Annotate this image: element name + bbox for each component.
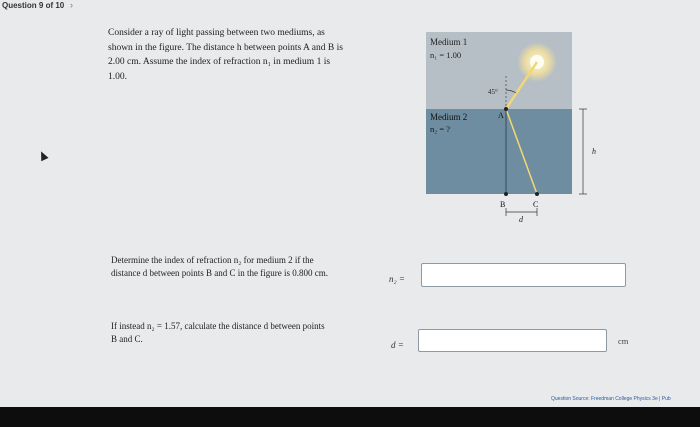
bottom-bar [0, 407, 700, 427]
part-1-line-2: distance d between points B and C in the figure is 0.800 cm. [111, 268, 328, 278]
point-c-label: C [533, 200, 539, 209]
medium-1-index: n₁ = 1.00 [430, 50, 462, 60]
d-label: d [519, 215, 523, 223]
point-a-label: A [498, 111, 504, 120]
question-source-link[interactable]: Question Source: Freedman College Physics 3e | Pub [551, 396, 671, 402]
n2-answer-input[interactable] [421, 263, 626, 287]
medium-2-label: Medium 2 [430, 112, 468, 122]
point-b-label: B [500, 200, 506, 209]
problem-intro [108, 26, 378, 84]
medium-2-index: n₂ = ? [430, 124, 451, 134]
next-question-button[interactable] [70, 0, 73, 10]
part-2-prompt [111, 320, 381, 346]
intro-line-1: Consider a ray of light passing between two mediums, as [108, 28, 325, 38]
d-unit-label: cm [618, 336, 629, 346]
part-1-prompt [111, 254, 381, 280]
d-answer-input[interactable] [418, 329, 607, 352]
intro-line-3: 2.00 cm. Assume the index of refraction n₁ in medium 1 is [108, 57, 331, 67]
chevron-right-icon: › [70, 0, 73, 10]
n2-answer-label: n₂ = [389, 274, 405, 284]
point-a-dot [504, 107, 508, 111]
part-2-line-1: If instead n₂ = 1.57, calculate the distance d between points [111, 321, 325, 331]
h-label: h [592, 147, 596, 156]
question-counter: Question 9 of 10 [2, 1, 65, 10]
intro-line-2: shown in the figure. The distance h between points A and B is [108, 42, 343, 53]
intro-line-4: 1.00. [108, 71, 127, 82]
point-b-dot [504, 192, 508, 196]
d-answer-label: d = [391, 340, 404, 350]
mouse-cursor-icon [37, 150, 48, 162]
point-c-dot [535, 192, 539, 196]
refraction-figure [420, 28, 620, 223]
medium-1-label: Medium 1 [430, 37, 468, 47]
top-bar [0, 0, 700, 14]
part-1-line-1: Determine the index of refraction n₂ for medium 2 if the [111, 255, 314, 265]
part-2-line-2: B and C. [111, 334, 143, 344]
angle-label: 45° [488, 88, 498, 96]
